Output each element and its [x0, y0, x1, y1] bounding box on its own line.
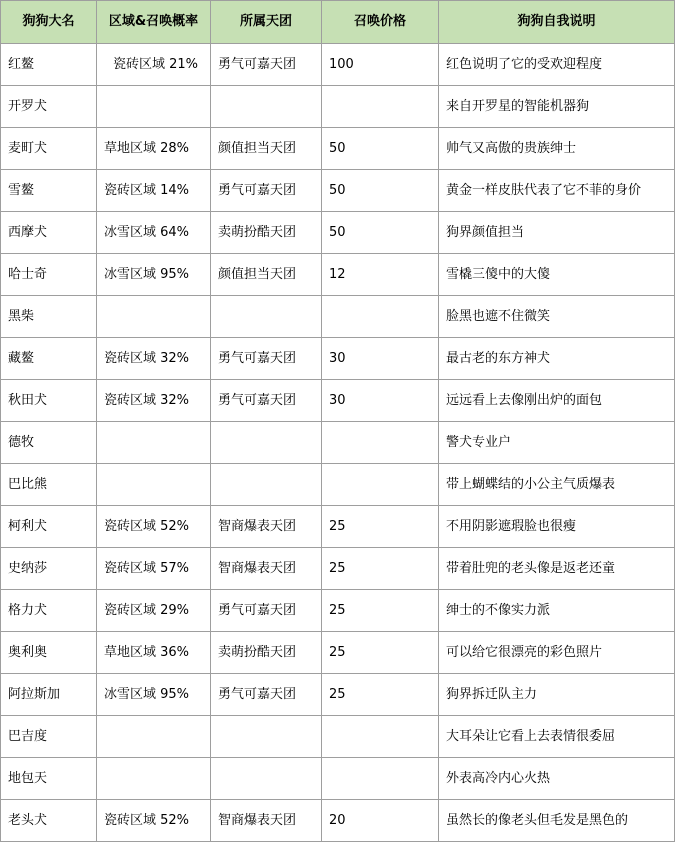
description-cell[interactable]: 外表高冷内心火热: [439, 758, 675, 800]
team-cell[interactable]: [211, 464, 322, 506]
description-cell[interactable]: 来自开罗星的智能机器狗: [439, 86, 675, 128]
price-cell[interactable]: [322, 716, 439, 758]
dog-name-cell[interactable]: 秋田犬: [1, 380, 97, 422]
header-cell-price[interactable]: 召唤价格: [322, 1, 439, 44]
zone-cell[interactable]: 冰雪区域 95%: [97, 254, 211, 296]
zone-cell[interactable]: 瓷砖区域 57%: [97, 548, 211, 590]
description-cell[interactable]: 可以给它很漂亮的彩色照片: [439, 632, 675, 674]
zone-cell[interactable]: 草地区域 28%: [97, 128, 211, 170]
zone-cell[interactable]: [97, 86, 211, 128]
price-cell[interactable]: 25: [322, 632, 439, 674]
zone-cell[interactable]: 瓷砖区域 52%: [97, 800, 211, 842]
price-cell[interactable]: 12: [322, 254, 439, 296]
team-cell[interactable]: [211, 86, 322, 128]
dog-name-cell[interactable]: 麦町犬: [1, 128, 97, 170]
table-row: [1, 590, 675, 632]
description-cell[interactable]: 脸黑也遮不住微笑: [439, 296, 675, 338]
team-cell[interactable]: 智商爆表天团: [211, 506, 322, 548]
table-row: [1, 86, 675, 128]
price-cell[interactable]: 100: [322, 44, 439, 86]
price-cell[interactable]: 25: [322, 590, 439, 632]
dog-name-cell[interactable]: 哈士奇: [1, 254, 97, 296]
dog-name-cell[interactable]: 地包天: [1, 758, 97, 800]
price-cell[interactable]: 25: [322, 506, 439, 548]
team-cell[interactable]: 智商爆表天团: [211, 548, 322, 590]
description-cell[interactable]: 狗界颜值担当: [439, 212, 675, 254]
zone-cell[interactable]: [97, 296, 211, 338]
dog-name-cell[interactable]: 老头犬: [1, 800, 97, 842]
table-row: [1, 338, 675, 380]
zone-cell[interactable]: [97, 464, 211, 506]
table-row: [1, 212, 675, 254]
dog-name-cell[interactable]: 格力犬: [1, 590, 97, 632]
dog-name-cell[interactable]: 雪鳌: [1, 170, 97, 212]
header-cell-team[interactable]: 所属天团: [211, 1, 322, 44]
table-row: [1, 716, 675, 758]
team-cell[interactable]: [211, 296, 322, 338]
team-cell[interactable]: 勇气可嘉天团: [211, 380, 322, 422]
table-row: [1, 548, 675, 590]
table-row: [1, 296, 675, 338]
team-cell[interactable]: [211, 422, 322, 464]
table-row: [1, 254, 675, 296]
price-cell[interactable]: [322, 464, 439, 506]
price-cell[interactable]: 30: [322, 338, 439, 380]
team-cell[interactable]: [211, 716, 322, 758]
description-cell[interactable]: 最古老的东方神犬: [439, 338, 675, 380]
zone-cell[interactable]: 瓷砖区域 29%: [97, 590, 211, 632]
zone-cell[interactable]: [97, 716, 211, 758]
dog-name-cell[interactable]: 奥利奥: [1, 632, 97, 674]
price-cell[interactable]: [322, 86, 439, 128]
table-row: [1, 758, 675, 800]
price-cell[interactable]: [322, 758, 439, 800]
dog-name-cell[interactable]: 德牧: [1, 422, 97, 464]
header-cell-description[interactable]: 狗狗自我说明: [439, 1, 675, 44]
team-cell[interactable]: 智商爆表天团: [211, 800, 322, 842]
description-cell[interactable]: 远远看上去像刚出炉的面包: [439, 380, 675, 422]
table-row: [1, 170, 675, 212]
price-cell[interactable]: 50: [322, 128, 439, 170]
zone-cell[interactable]: 瓷砖区域 32%: [97, 380, 211, 422]
table-row: [1, 800, 675, 842]
price-cell[interactable]: 20: [322, 800, 439, 842]
description-cell[interactable]: 警犬专业户: [439, 422, 675, 464]
team-cell[interactable]: 颜值担当天团: [211, 128, 322, 170]
dog-name-cell[interactable]: 开罗犬: [1, 86, 97, 128]
team-cell[interactable]: 勇气可嘉天团: [211, 590, 322, 632]
zone-cell[interactable]: 瓷砖区域 14%: [97, 170, 211, 212]
table-row: [1, 632, 675, 674]
dog-name-cell[interactable]: 黑柴: [1, 296, 97, 338]
table-row: [1, 422, 675, 464]
zone-cell[interactable]: 瓷砖区域 21%: [97, 44, 211, 86]
description-cell[interactable]: 绅士的不像实力派: [439, 590, 675, 632]
team-cell[interactable]: 颜值担当天团: [211, 254, 322, 296]
dog-name-cell[interactable]: 红鳌: [1, 44, 97, 86]
table-row: [1, 380, 675, 422]
team-cell[interactable]: 卖萌扮酷天团: [211, 212, 322, 254]
zone-cell[interactable]: 瓷砖区域 52%: [97, 506, 211, 548]
dog-name-cell[interactable]: 巴比熊: [1, 464, 97, 506]
description-cell[interactable]: 虽然长的像老头但毛发是黑色的: [439, 800, 675, 842]
team-cell[interactable]: 勇气可嘉天团: [211, 170, 322, 212]
zone-cell[interactable]: 冰雪区域 95%: [97, 674, 211, 716]
dog-name-cell[interactable]: 史纳莎: [1, 548, 97, 590]
header-row: [1, 1, 675, 44]
table-row: [1, 674, 675, 716]
zone-cell[interactable]: 冰雪区域 64%: [97, 212, 211, 254]
price-cell[interactable]: [322, 296, 439, 338]
dog-name-cell[interactable]: 巴吉度: [1, 716, 97, 758]
price-cell[interactable]: 25: [322, 674, 439, 716]
dog-name-cell[interactable]: 阿拉斯加: [1, 674, 97, 716]
description-cell[interactable]: 雪橇三傻中的大傻: [439, 254, 675, 296]
table-row: [1, 506, 675, 548]
zone-cell[interactable]: [97, 422, 211, 464]
description-cell[interactable]: 黄金一样皮肤代表了它不菲的身价: [439, 170, 675, 212]
dog-name-cell[interactable]: 柯利犬: [1, 506, 97, 548]
price-cell[interactable]: [322, 422, 439, 464]
header-cell-name[interactable]: 狗狗大名: [1, 1, 97, 44]
description-cell[interactable]: 帅气又高傲的贵族绅士: [439, 128, 675, 170]
description-cell[interactable]: 狗界拆迁队主力: [439, 674, 675, 716]
table-row: [1, 44, 675, 86]
description-cell[interactable]: 大耳朵让它看上去表情很委屈: [439, 716, 675, 758]
description-cell[interactable]: 带上蝴蝶结的小公主气质爆表: [439, 464, 675, 506]
zone-cell[interactable]: [97, 758, 211, 800]
team-cell[interactable]: 勇气可嘉天团: [211, 44, 322, 86]
table-row: [1, 128, 675, 170]
dog-name-cell[interactable]: 藏鳌: [1, 338, 97, 380]
description-cell[interactable]: 红色说明了它的受欢迎程度: [439, 44, 675, 86]
description-cell[interactable]: 带着肚兜的老头像是返老还童: [439, 548, 675, 590]
price-cell[interactable]: 25: [322, 548, 439, 590]
zone-cell[interactable]: 瓷砖区域 32%: [97, 338, 211, 380]
price-cell[interactable]: 50: [322, 212, 439, 254]
zone-cell[interactable]: 草地区域 36%: [97, 632, 211, 674]
header-cell-zone[interactable]: 区域&召唤概率: [97, 1, 211, 44]
table-row: [1, 464, 675, 506]
description-cell[interactable]: 不用阴影遮瑕脸也很瘦: [439, 506, 675, 548]
team-cell[interactable]: 勇气可嘉天团: [211, 338, 322, 380]
dog-name-cell[interactable]: 西摩犬: [1, 212, 97, 254]
team-cell[interactable]: 卖萌扮酷天团: [211, 632, 322, 674]
price-cell[interactable]: 50: [322, 170, 439, 212]
price-cell[interactable]: 30: [322, 380, 439, 422]
team-cell[interactable]: 勇气可嘉天团: [211, 674, 322, 716]
team-cell[interactable]: [211, 758, 322, 800]
